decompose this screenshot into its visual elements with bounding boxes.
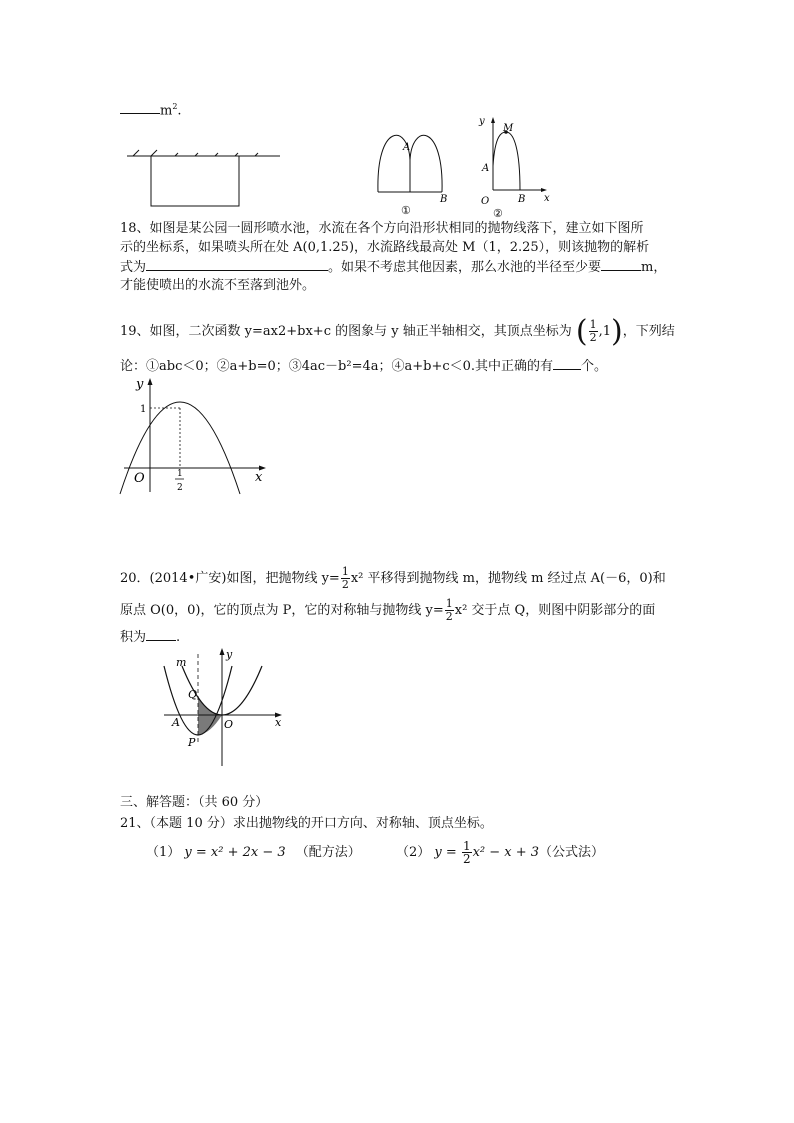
q18-line-1: 18、如图是某公园一圆形喷水池，水流在各个方向沿形状相同的抛物线落下，建立如下图所 (120, 221, 644, 236)
fig20-label-P: P (188, 736, 196, 749)
q21-part-2: （2） y = $\frac{1}{2}$ x² − x + 3（公式法） (396, 839, 605, 866)
q17-answer-line: $m^2$. (120, 98, 182, 120)
fig19-label-x: x (255, 470, 263, 485)
q17-blank (120, 101, 160, 114)
fig2-label-y: y (479, 116, 485, 127)
fig19-tick-den: 2 (177, 483, 183, 493)
q18-line-3: 式为 。如果不考虑其他因素，那么水池的半径至少要 m， (120, 260, 667, 275)
fig19-tick-num: 1 (177, 469, 183, 479)
section-3-heading: 三、解答题：（共 60 分） (120, 795, 269, 810)
q21-line-1: 21、（本题 10 分）求出抛物线的开口方向、对称轴、顶点坐标。 (120, 816, 493, 831)
fountain-figure-1 (370, 128, 470, 220)
fig20-label-m: m (176, 656, 187, 669)
q20-blank (146, 628, 176, 641)
fig1-caption: ① (401, 204, 411, 217)
q19-line-1: 19、如图，二次函数 y=ax2+bx+c 的图象与 y 轴正半轴相交，其顶点坐标为 ( $\frac{1}{2}$ ,1)，下列结 (120, 314, 675, 349)
fig2-label-A: A (482, 163, 490, 174)
fig19-label-O: O (134, 471, 145, 486)
q18-line-2: 示的坐标系，如果喷头所在处 A(0,1.25)，水流路线最高处 M（1，2.25），则该抛物的解析 (120, 240, 650, 255)
fig2-label-B: B (518, 194, 526, 205)
q18-line-4: 才能使喷出的水流不至落到池外。 (120, 278, 316, 293)
pool-figure (125, 144, 285, 210)
q21-part-2-expression: x² − x + 3 (472, 845, 540, 860)
fountain-figure-2 (476, 114, 556, 220)
fig2-label-M: M (503, 123, 514, 134)
fig20-label-Q: Q (188, 688, 198, 701)
fig19-label-y: y (136, 377, 144, 392)
fig2-label-O: O (481, 196, 490, 207)
q18-blank-1 (146, 258, 328, 271)
fig20-label-A: A (172, 716, 180, 729)
fig1-label-A: A (403, 142, 411, 153)
q20-line-2: 原点 O(0，0)，它的顶点为 P，它的对称轴与抛物线 y= $\frac{1}{2}$ x² 交于点 Q，则图中阴影部分的面 (120, 597, 656, 623)
fig2-label-x: x (544, 193, 550, 204)
q20-parabolas-figure (160, 644, 290, 770)
q19-line-2: 论：①abc＜0；②a+b=0；③4ac－b²=4a；④a+b+c＜0.其中正确的有 个。 (120, 359, 608, 374)
q20-line-3: 积为 . (120, 630, 181, 645)
q21-part-1-expression: y = x² + 2x − 3 (184, 845, 286, 860)
q19-blank (553, 357, 581, 370)
q18-blank-2 (601, 258, 641, 271)
fig20-label-y: y (226, 648, 233, 661)
fig1-label-B: B (440, 194, 448, 205)
fig20-label-x: x (275, 716, 282, 729)
fig2-caption: ② (493, 207, 503, 220)
q19-parabola-figure (112, 374, 272, 498)
fig19-label-1: 1 (140, 404, 147, 415)
fig20-label-O: O (224, 718, 234, 731)
q20-line-1: 20．(2014•广安)如图，把抛物线 y= $\frac{1}{2}$ x² 平移得到抛物线 m，抛物线 m 经过点 A(－6，0)和 (120, 565, 666, 591)
q21-part-1: （1） y = x² + 2x − 3 （配方法） (146, 845, 361, 860)
q19-vertex: ( $\frac{1}{2}$ ,1) (575, 314, 623, 349)
